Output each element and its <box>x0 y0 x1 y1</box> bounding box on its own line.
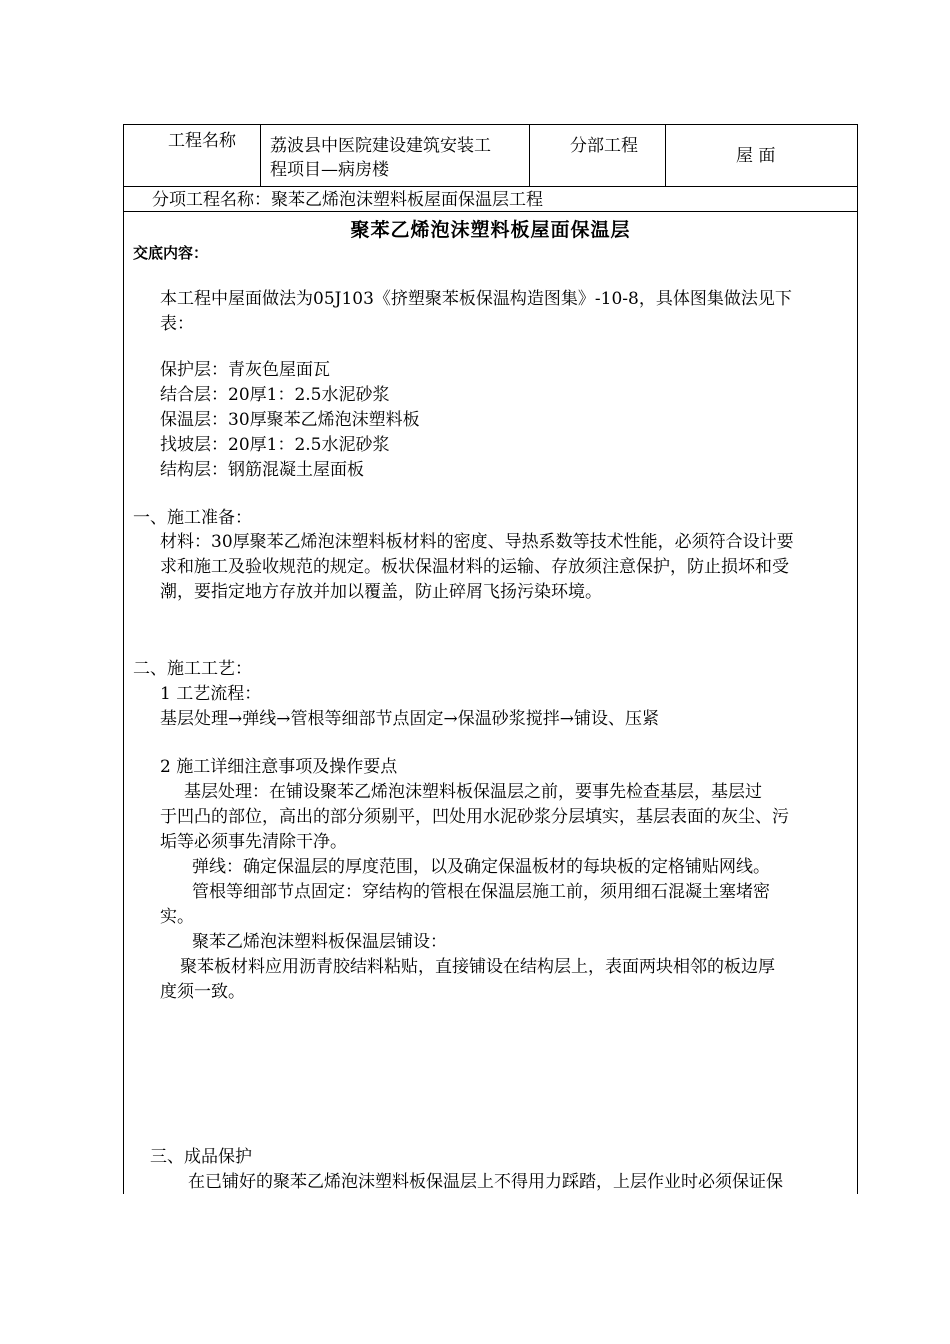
section-heading: 三、成品保护 <box>150 1147 252 1167</box>
process-flow: 基层处理→弹线→管根等细部节点固定→保温砂浆搅拌→铺设、压紧 <box>160 709 659 729</box>
section-heading: 二、施工工艺： <box>133 659 252 679</box>
project-name-line1: 荔波县中医院建设建筑安装工 <box>270 136 491 156</box>
intro-line: 本工程中屋面做法为05J103《挤塑聚苯板保温构造图集》-10-8，具体图集做法见下 <box>160 289 792 309</box>
column-divider <box>529 125 530 187</box>
paragraph-line: 聚苯乙烯泡沫塑料板保温层铺设： <box>192 932 447 952</box>
content-label: 交底内容： <box>133 244 209 262</box>
paragraph-line: 基层处理：在铺设聚苯乙烯泡沫塑料板保温层之前，要事先检查基层，基层过 <box>184 782 762 802</box>
paragraph-line: 实。 <box>160 907 194 927</box>
paragraph-line: 潮，要指定地方存放并加以覆盖，防止碎屑飞扬污染环境。 <box>160 582 602 602</box>
column-divider <box>260 125 261 187</box>
column-divider <box>665 125 666 187</box>
layer-item: 结构层：钢筋混凝土屋面板 <box>160 460 364 480</box>
layer-item: 结合层：20厚1：2.5水泥砂浆 <box>160 385 390 405</box>
paragraph-line: 聚苯板材料应用沥青胶结料粘贴，直接铺设在结构层上，表面两块相邻的板边厚 <box>180 957 775 977</box>
subitem-name: 分项工程名称：聚苯乙烯泡沫塑料板屋面保温层工程 <box>152 190 543 210</box>
paragraph-line: 弹线：确定保温层的厚度范围，以及确定保温板材的每块板的定格铺贴网线。 <box>192 857 770 877</box>
project-name-line2: 程项目—病房楼 <box>270 160 389 180</box>
paragraph-line: 于凹凸的部位，高出的部分须剔平，凹处用水泥砂浆分层填实，基层表面的灰尘、污 <box>160 807 789 827</box>
layer-item: 找坡层：20厚1：2.5水泥砂浆 <box>160 435 390 455</box>
division-label: 分部工程 <box>570 136 638 156</box>
disclosure-table <box>123 124 858 1194</box>
paragraph-line: 度须一致。 <box>160 982 245 1002</box>
layer-item: 保护层：青灰色屋面瓦 <box>160 360 330 380</box>
subheading: 2 施工详细注意事项及操作要点 <box>160 757 398 777</box>
subheading: 1 工艺流程： <box>160 684 262 704</box>
project-name-label: 工程名称 <box>168 131 236 151</box>
paragraph-line: 垢等必须事先清除干净。 <box>160 832 347 852</box>
intro-line: 表： <box>160 314 194 334</box>
document-title: 聚苯乙烯泡沫塑料板屋面保温层 <box>350 219 631 241</box>
layer-item: 保温层：30厚聚苯乙烯泡沫塑料板 <box>160 410 420 430</box>
section-heading: 一、施工准备： <box>133 508 252 528</box>
paragraph-line: 材料：30厚聚苯乙烯泡沫塑料板材料的密度、导热系数等技术性能，必须符合设计要 <box>160 532 794 552</box>
paragraph-line: 求和施工及验收规范的规定。板状保温材料的运输、存放须注意保护，防止损坏和受 <box>160 557 789 577</box>
division-value: 屋 面 <box>736 146 776 166</box>
project-name-value <box>270 134 526 182</box>
row-divider <box>124 186 857 187</box>
paragraph-line: 在已铺好的聚苯乙烯泡沫塑料板保温层上不得用力踩踏，上层作业时必须保证保 <box>188 1172 783 1192</box>
paragraph-line: 管根等细部节点固定：穿结构的管根在保温层施工前，须用细石混凝土塞堵密 <box>192 882 770 902</box>
